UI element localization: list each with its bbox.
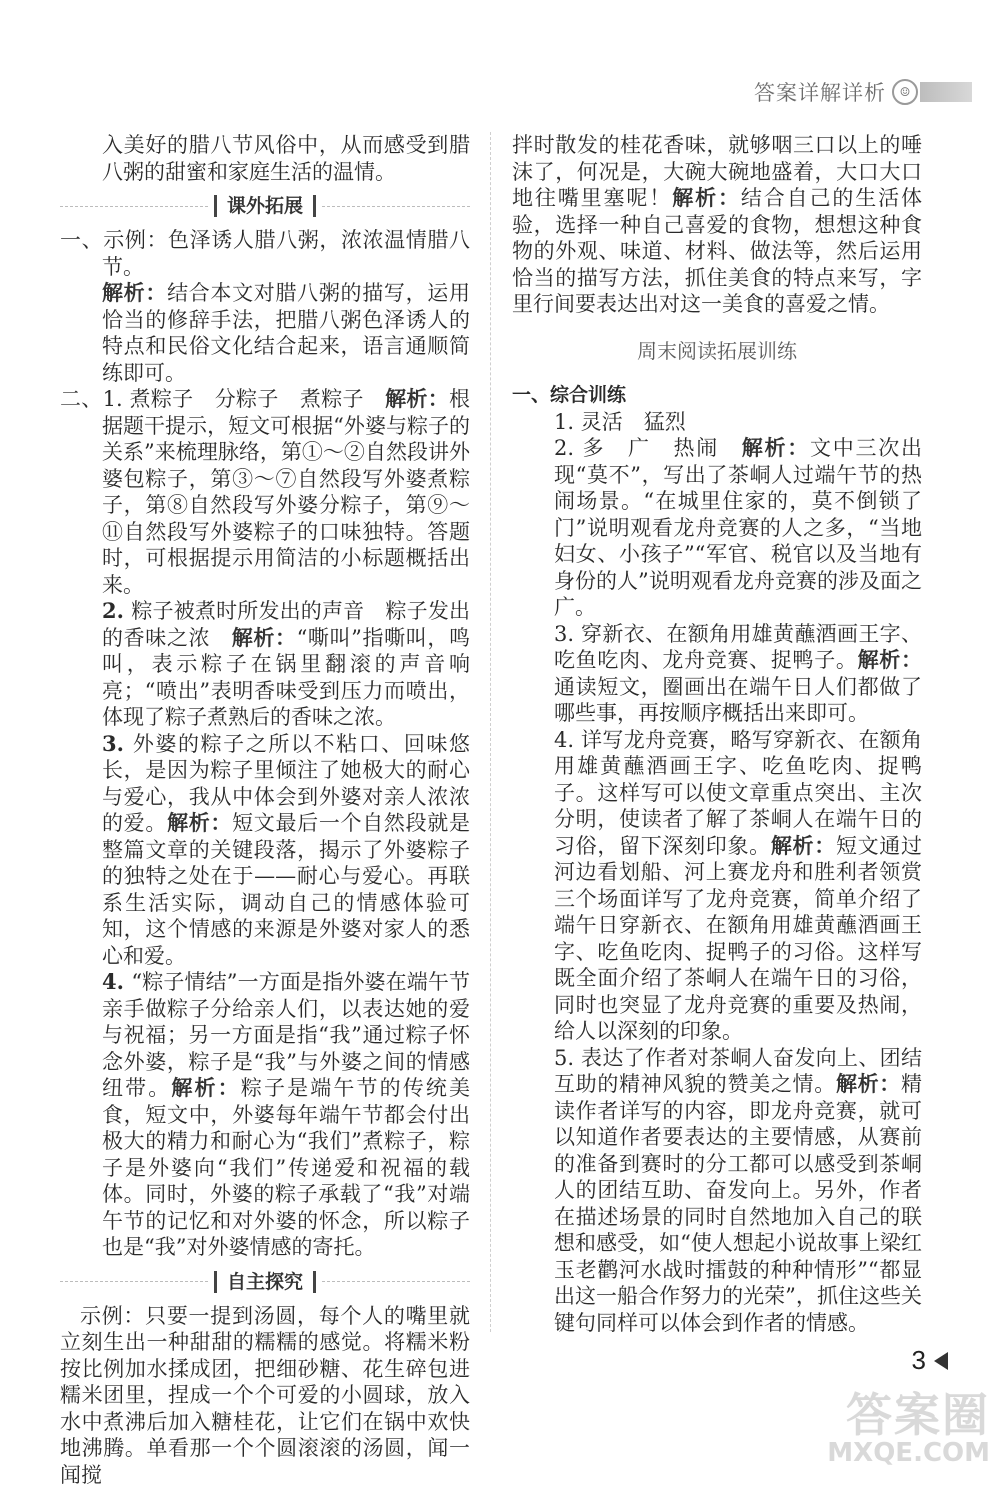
answer-2-1 bbox=[60, 386, 470, 598]
analysis-text: 根据题干提示，短文可根据“外婆与粽子的关系”来梳理脉络，第①～②自然段讲外婆包粽子，第③～⑦自然段写外婆煮粽子，第⑧自然段写外婆分粽子，第⑨～⑪自然段写外婆粽子的口味独特。答题时，可根据提示用简洁的小标题概括出来。 bbox=[102, 387, 470, 597]
answer-text: “粽子情结”一方面是指外婆在端午节亲手做粽子分给亲人们，以表达她的爱与祝福；另一方面是指“我”通过粽子怀念外婆，粽子是“我”与外婆之间的情感纽带。 bbox=[102, 970, 470, 1100]
analysis-tag: 解析： bbox=[167, 810, 232, 835]
analysis-tag: 解析： bbox=[385, 386, 449, 411]
page-number-text: 3 bbox=[912, 1345, 926, 1376]
answer-text: 4. 详写龙舟竞赛，略写穿新衣、在额角用雄黄蘸酒画王字、吃鱼吃肉、捉鸭子。这样写可以使文章重点突出、主次分明，使读者了解了茶峒人在端午日的习俗，留下深刻印象。 bbox=[554, 728, 922, 858]
watermark-logo: 答案圈 bbox=[827, 1391, 990, 1439]
question-number: 3. bbox=[102, 731, 133, 756]
question-prefix: 二、1. bbox=[60, 387, 130, 411]
answer-text: 一、示例：色泽诱人腊八粥，浓浓温情腊八节。 bbox=[60, 228, 470, 279]
analysis-text: 短文最后一个自然段就是整篇文章的关键段落，揭示了外婆粽子的独特之处在于——耐心与爱心。再联系生活实际，调动自己的情感体验可知，这个情感的来源是外婆对家人的悉心和爱。 bbox=[102, 811, 470, 968]
left-column bbox=[60, 132, 470, 1488]
weekend-section-title: 周末阅读拓展训练 bbox=[512, 338, 922, 365]
section-label: 自主探究 bbox=[214, 1271, 316, 1293]
analysis-tag: 解析： bbox=[171, 1075, 240, 1100]
right-answer-3 bbox=[512, 621, 922, 727]
analysis-tag: 解析： bbox=[836, 1071, 901, 1096]
answer-text: 3. 穿新衣、在额角用雄黄蘸酒画王字、吃鱼吃肉、龙舟竞赛、捉鸭子。 bbox=[554, 622, 922, 673]
right-column bbox=[512, 132, 922, 1336]
section-header-extracurricular bbox=[60, 191, 470, 221]
analysis-text: 精读作者详写的内容，即龙舟竞赛，就可以知道作者要表达的主要情感，从赛前的准备到赛时的分工都可以感受到茶峒人的团结互助、奋发向上。另外，作者在描述场景的同时自然地加入自己的联想和感受，如“使人想起小说故事上梁红玉老鹳河水战时擂鼓的种种情形”“都显出这一船合作努力的光荣”，抓住这些关键句同样可以体会到作者的情感。 bbox=[554, 1072, 922, 1335]
answer-text: 5. 表达了作者对茶峒人奋发向上、团结互助的精神风貌的赞美之情。 bbox=[554, 1046, 922, 1097]
right-answer-1: 1. 灵活 猛烈 bbox=[512, 409, 922, 436]
answer-text: 粽子被煮时所发出的声音 粽子发出的香味之浓 bbox=[102, 599, 470, 650]
header-badge-icon: ☺ bbox=[892, 79, 918, 105]
analysis-tag: 解析： bbox=[672, 185, 741, 210]
section-label: 课外拓展 bbox=[214, 195, 316, 217]
analysis-text: 通读短文，圈画出在端午日人们都做了哪些事，再按顺序概括出来即可。 bbox=[554, 675, 922, 726]
answer-text: 煮粽子 分粽子 煮粽子 bbox=[130, 387, 386, 411]
page-number bbox=[912, 1345, 948, 1376]
header-decor-bar bbox=[920, 82, 972, 102]
question-number: 4. bbox=[102, 969, 131, 994]
analysis-text: 文中三次出现“莫不”，写出了茶峒人过端午节的热闹场景。“在城里住家的，莫不倒锁了门”说明观看龙舟竞赛的人之多，“当地妇女、小孩子”“军官、税官以及当地有身份的人”说明观看龙舟竞赛的涉及面之广。 bbox=[554, 436, 922, 619]
column-divider bbox=[490, 132, 491, 1332]
right-answer-4 bbox=[512, 727, 922, 1045]
analysis-tag: 解析： bbox=[232, 625, 297, 650]
analysis-tag: 解析： bbox=[771, 833, 836, 858]
answer-2-3 bbox=[60, 731, 470, 970]
continuation-text: 拌时散发的桂花香味，就够咽三口以上的唾沫了，何况是，大碗大碗地盛着，大口大口地往嘴里塞呢！ bbox=[512, 133, 922, 210]
answer-2-4 bbox=[60, 969, 470, 1261]
sub-heading: 一、综合训练 bbox=[512, 382, 922, 409]
analysis-text: 结合本文对腊八粥的描写，运用恰当的修辞手法，把腊八粥色泽诱人的特点和民俗文化结合起来，语言通顺简练即可。 bbox=[102, 281, 470, 385]
answer-1 bbox=[60, 227, 470, 280]
analysis-tag: 解析： bbox=[858, 647, 922, 672]
example-paragraph: 示例：只要一提到汤圆，每个人的嘴里就立刻生出一种甜甜的糯糯的感觉。将糯米粉按比例加水揉成团，把细砂糖、花生碎包进糯米团里，捏成一个个可爱的小圆球，放入水中煮沸后加入糖桂花，让它们在锅中欢快地沸腾。单看那一个个圆滚滚的汤圆，闻一闻搅 bbox=[60, 1303, 470, 1488]
analysis-tag: 解析： bbox=[742, 435, 810, 460]
analysis-text: 短文通过河边看划船、河上赛龙舟和胜利者领赏三个场面详写了龙舟竞赛，简单介绍了端午日穿新衣、在额角用雄黄蘸酒画王字、吃鱼吃肉、捉鸭子的习俗。这样写既全面介绍了茶峒人在端午日的习俗，同时也突显了龙舟竞赛的重要及热闹，给人以深刻的印象。 bbox=[554, 834, 922, 1044]
triangle-left-icon bbox=[934, 1352, 948, 1370]
analysis-tag: 解析： bbox=[102, 280, 167, 305]
intro-paragraph: 入美好的腊八节风俗中，从而感受到腊八粥的甜蜜和家庭生活的温情。 bbox=[60, 132, 470, 185]
watermark bbox=[827, 1391, 990, 1467]
example-continuation bbox=[512, 132, 922, 318]
analysis-text: 粽子是端午节的传统美食，短文中，外婆每年端午节都会付出极大的精力和耐心为“我们”煮粽子，粽子是外婆向“我们”传递爱和祝福的载体。同时，外婆的粽子承载了“我”对端午节的记忆和对外婆的怀念，所以粽子也是“我”对外婆情感的寄托。 bbox=[102, 1076, 470, 1259]
right-answer-5 bbox=[512, 1045, 922, 1337]
analysis-text: “嘶叫”指嘶叫，鸣叫，表示粽子在锅里翻滚的声音响亮；“喷出”表明香味受到压力而喷出，体现了粽子煮熟后的香味之浓。 bbox=[102, 626, 470, 730]
page-header bbox=[754, 72, 972, 112]
question-number: 2. bbox=[102, 598, 131, 623]
answer-text: 2. 多 广 热闹 bbox=[554, 436, 742, 460]
analysis-1 bbox=[60, 280, 470, 386]
watermark-url: MXQE.COM bbox=[827, 1440, 990, 1467]
section-header-self-exploration bbox=[60, 1267, 470, 1297]
answer-2-2 bbox=[60, 598, 470, 731]
answer-text: 外婆的粽子之所以不粘口、回味悠长，是因为粽子里倾注了她极大的耐心与爱心，我从中体会到外婆对亲人浓浓的爱。 bbox=[102, 732, 470, 836]
analysis-text: 结合自己的生活体验，选择一种自己喜爱的食物，想想这种食物的外观、味道、材料、做法等，然后运用恰当的描写方法，抓住美食的特点来写，字里行间要表达出对这一美食的喜爱之情。 bbox=[512, 186, 922, 316]
header-title: 答案详解详析 bbox=[754, 77, 886, 107]
right-answer-2 bbox=[512, 435, 922, 621]
